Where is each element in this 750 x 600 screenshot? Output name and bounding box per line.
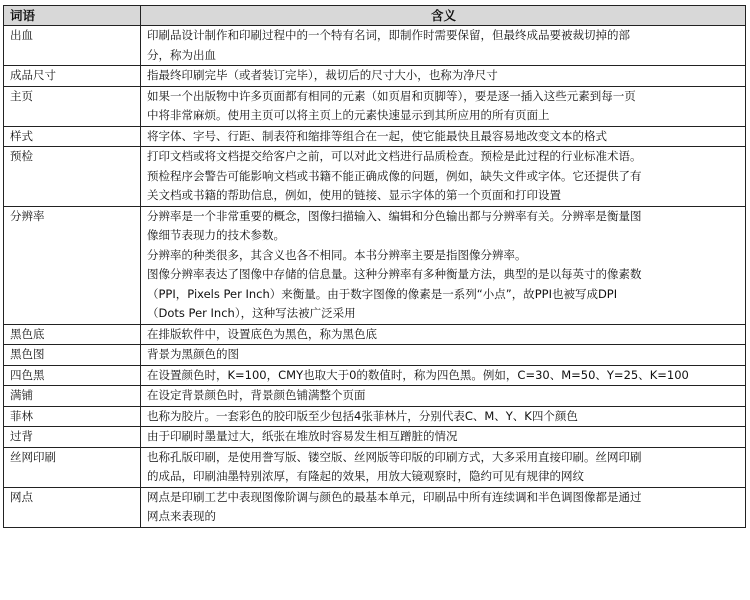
meaning-line: 将字体、字号、行距、制表符和缩排等组合在一起，使它能最快且最容易地改变文本的格式 (147, 128, 607, 143)
meaning-line: 打印文档或将文档提交给客户之前，可以对此文档进行品质检查。预检是此过程的行业标准术语。 (147, 149, 642, 163)
meaning-cell (141, 147, 746, 207)
term-cell: 预检 (4, 147, 141, 207)
meaning-line: 预检程序会警告可能影响文档或书籍不能正确成像的问题，例如，缺失文件或字体。它还提供了有 (147, 168, 642, 183)
table-row (4, 406, 746, 427)
meaning-cell (141, 406, 746, 427)
meaning-line: 网点是印刷工艺中表现图像阶调与颜色的最基本单元，印刷品中所有连续调和半色调图像都是通过 (147, 489, 642, 504)
meaning-line: 在设定背景颜色时，背景颜色铺满整个页面 (147, 388, 366, 402)
meaning-cell (141, 86, 746, 126)
term-cell: 成品尺寸 (4, 66, 141, 87)
meaning-cell (141, 324, 746, 345)
meaning-line: 的成品，印刷油墨特别浓厚，有隆起的效果，用放大镜观察时，隐约可见有规律的网纹 (147, 469, 584, 483)
term-cell: 黑色图 (4, 345, 141, 366)
meaning-line: 在设置颜色时，K=100，CMY也取大于0的数值时，称为四色黑。例如，C=30、M=50、Y=25、K=100 (147, 367, 689, 382)
term-cell: 丝网印刷 (4, 447, 141, 487)
term-cell: 菲林 (4, 406, 141, 427)
table-row (4, 206, 746, 324)
table-row (4, 427, 746, 448)
meaning-cell (141, 487, 746, 527)
column-header-meaning: 含义 (141, 6, 746, 26)
term-cell: 过背 (4, 427, 141, 448)
meaning-line: （PPI，Pixels Per Inch）来衡量。由于数字图像的像素是一系列“小点”，故PPI也被写成DPI (147, 286, 618, 301)
meaning-line: 也称孔版印刷，是使用誊写版、镂空版、丝网版等印版的印刷方式，大多采用直接印刷。丝网印刷 (147, 449, 642, 464)
meaning-line: 网点来表现的 (147, 509, 216, 523)
meaning-line: 也称为胶片。一套彩色的胶印版至少包括4张菲林片，分别代表C、M、Y、K四个颜色 (147, 408, 578, 423)
meaning-line: 背景为黑颜色的图 (147, 347, 239, 361)
meaning-cell (141, 386, 746, 407)
table-header-row (4, 6, 746, 26)
term-cell: 网点 (4, 487, 141, 527)
meaning-cell (141, 206, 746, 324)
meaning-cell (141, 66, 746, 87)
table-row (4, 26, 746, 66)
meaning-line: 在排版软件中，设置底色为黑色，称为黑色底 (147, 326, 377, 341)
table-row (4, 126, 746, 147)
term-cell: 满铺 (4, 386, 141, 407)
meaning-cell (141, 126, 746, 147)
meaning-line: 如果一个出版物中许多页面都有相同的元素（如页眉和页脚等），要是逐一插入这些元素到每一页 (147, 88, 636, 103)
glossary-table (3, 5, 746, 528)
meaning-line: 指最终印刷完毕（或者装订完毕），裁切后的尺寸大小，也称为净尺寸 (147, 68, 498, 82)
meaning-line: 中将非常麻烦。使用主页可以将主页上的元素快速显示到其所应用的所有页面上 (147, 108, 550, 122)
meaning-line: 关文档或书籍的帮助信息，例如，使用的链接、显示字体的第一个页面和打印设置 (147, 188, 561, 202)
meaning-cell (141, 365, 746, 386)
term-cell: 出血 (4, 26, 141, 66)
table-row (4, 447, 746, 487)
meaning-line: 分辨率的种类很多，其含义也各不相同。本书分辨率主要是指图像分辨率。 (147, 247, 527, 262)
meaning-line: 由于印刷时墨量过大，纸张在堆放时容易发生相互蹭脏的情况 (147, 429, 458, 443)
column-header-term: 词语 (4, 6, 141, 26)
table-row (4, 86, 746, 126)
table-row (4, 324, 746, 345)
table-body (4, 26, 746, 528)
meaning-cell (141, 345, 746, 366)
meaning-cell (141, 427, 746, 448)
table-row (4, 345, 746, 366)
meaning-cell (141, 447, 746, 487)
term-cell: 样式 (4, 126, 141, 147)
table-row (4, 487, 746, 527)
term-cell: 主页 (4, 86, 141, 126)
meaning-cell (141, 26, 746, 66)
term-cell: 分辨率 (4, 206, 141, 324)
meaning-line: （Dots Per Inch），这种写法被广泛采用 (147, 306, 356, 320)
term-cell: 四色黑 (4, 365, 141, 386)
table-row (4, 365, 746, 386)
table-row (4, 386, 746, 407)
table-row (4, 66, 746, 87)
meaning-line: 像细节表现力的技术参数。 (147, 228, 285, 242)
table-row (4, 147, 746, 207)
document-page (3, 5, 745, 593)
meaning-line: 印刷品设计制作和印刷过程中的一个特有名词，即制作时需要保留，但最终成品要被裁切掉的部 (147, 28, 630, 42)
meaning-line: 分，称为出血 (147, 47, 216, 62)
term-cell: 黑色底 (4, 324, 141, 345)
meaning-line: 图像分辨率表达了图像中存储的信息量。这种分辨率有多种衡量方法，典型的是以每英寸的像素数 (147, 267, 642, 281)
meaning-line: 分辨率是一个非常重要的概念，图像扫描输入、编辑和分色输出都与分辨率有关。分辨率是衡量图 (147, 208, 642, 223)
